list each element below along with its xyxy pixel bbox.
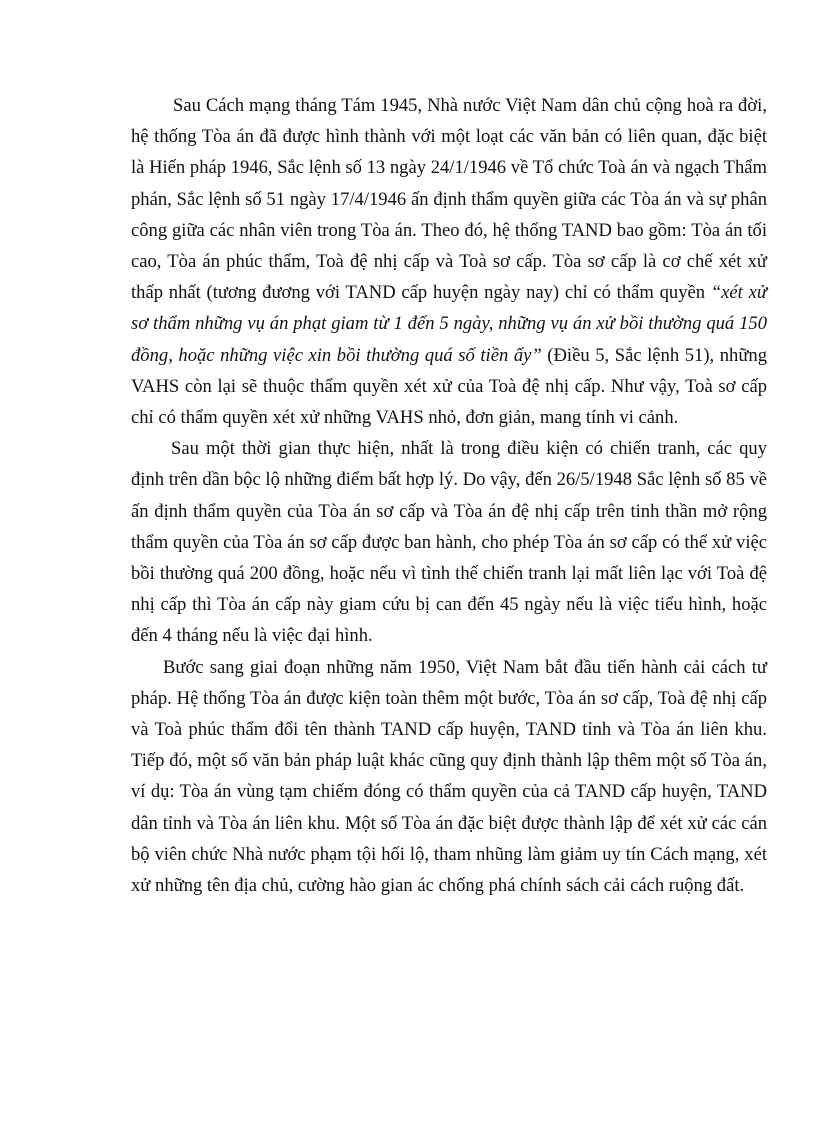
document-page — [131, 90, 767, 901]
paragraph-3: Bước sang giai đoạn những năm 1950, Việt Nam bắt đầu tiến hành cải cách tư pháp. Hệ thống Tòa án được kiện toàn thêm một bước, Tòa án sơ cấp, Toà đệ nhị cấp và Toà phúc thẩm đổi tên thành TAND cấp huyện, TAND tỉnh và Tòa án liên khu. Tiếp đó, một số văn bản pháp luật khác cũng quy định thành lập thêm một số Tòa án, ví dụ: Tòa án vùng tạm chiếm đóng có thẩm quyền của cả TAND cấp huyện, TAND dân tỉnh và Tòa án liên khu. Một số Tòa án đặc biệt được thành lập để xét xử các cán bộ viên chức Nhà nước phạm tội hối lộ, tham nhũng làm giảm uy tín Cách mạng, xét xử những tên địa chủ, cường hào gian ác chống phá chính sách cải cách ruộng đất. — [131, 656, 767, 897]
paragraph-1-quote: “xét xử sơ thẩm những vụ án phạt giam từ 1 đến 5 ngày, những vụ án xử bồi thường quá 150 đồng, hoặc những việc xin bồi thường quá số tiền ấy” — [131, 282, 767, 366]
paragraph-1-tail: (Điều 5, Sắc lệnh 51), những VAHS còn lại sẽ thuộc thẩm quyền xét xử của Toà đệ nhị cấp. Như vậy, Toà sơ cấp chỉ có thẩm quyền xét xử những VAHS nhỏ, đơn giản, mang tính vi cảnh. — [131, 344, 767, 429]
paragraph-1-text: Sau Cách mạng tháng Tám 1945, Nhà nước Việt Nam dân chủ cộng hoà ra đời, hệ thống Tòa án đã được hình thành với một loạt các văn bản có liên quan, đặc biệt là Hiến pháp 1946, Sắc lệnh số 13 ngày 24/1/1946 về Tổ chức Toà án và ngạch Thẩm phán, Sắc lệnh số 51 ngày 17/4/1946 ấn định thẩm quyền giữa các Tòa án và sự phân công giữa các nhân viên trong Tòa án. Theo đó, hệ thống TAND bao gồm: Tòa án tối cao, Tòa án phúc thẩm, Toà đệ nhị cấp và Toà sơ cấp. Tòa sơ cấp là cơ chế xét xử thấp nhất (tương đương với TAND cấp huyện ngày nay) chỉ có thẩm quyền — [131, 95, 767, 304]
paragraph-1 — [131, 90, 767, 433]
paragraph-2: Sau một thời gian thực hiện, nhất là trong điều kiện có chiến tranh, các quy định trên dần bộc lộ những điểm bất hợp lý. Do vậy, đến 26/5/1948 Sắc lệnh số 85 về ấn định thẩm quyền của Tòa án sơ cấp và Tòa án đệ nhị cấp trên tinh thần mở rộng thẩm quyền của Tòa án sơ cấp được ban hành, cho phép Tòa án sơ cấp có thể xử việc bồi thường quá 200 đồng, hoặc nếu vì tình thế chiến tranh lại mất liên lạc với Toà đệ nhị cấp thì Tòa án cấp này giam cứu bị can đến 45 ngày nếu là việc tiểu hình, hoặc đến 4 tháng nếu là việc đại hình. — [131, 438, 767, 647]
